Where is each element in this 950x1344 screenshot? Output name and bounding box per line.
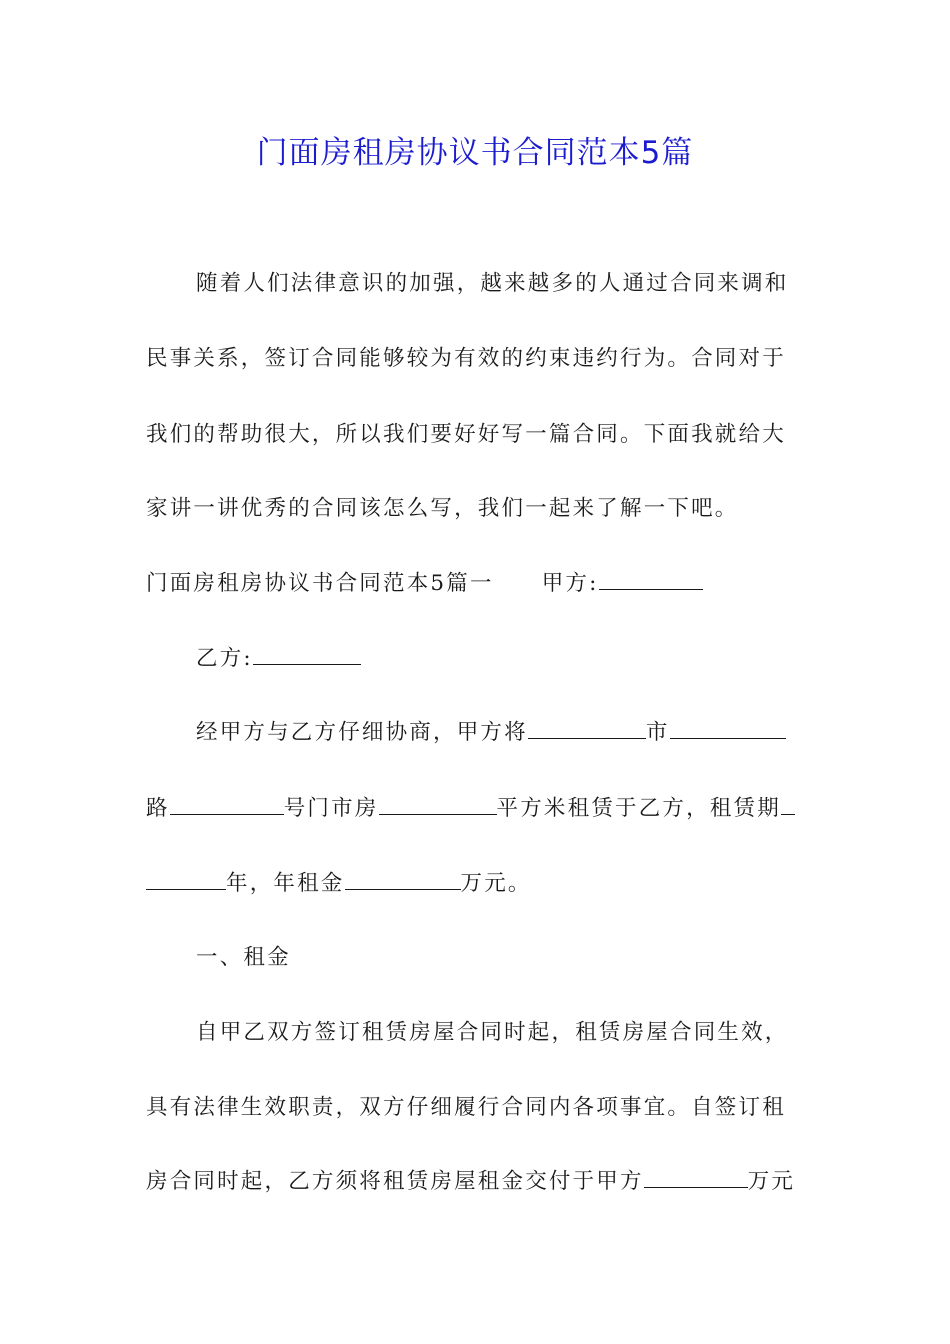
document-title: 门面房租房协议书合同范本5篇 (256, 135, 694, 171)
district-blank (670, 720, 786, 739)
clause-text: 市 (645, 720, 670, 745)
city-blank (528, 720, 646, 739)
term-blank-start (781, 796, 795, 815)
clause-text: 路 (146, 796, 170, 821)
party-a-label: 甲方: (541, 571, 599, 596)
intro-line-4: 家讲一讲优秀的合同该怎么写，我们一起来了解一下吧。 (146, 496, 739, 521)
rent-line-3 (146, 1167, 795, 1197)
rent-line-2: 具有法律生效职责，双方仔细履行合同内各项事宜。自签订租 (146, 1095, 786, 1120)
party-b-line (196, 644, 361, 674)
clause-text: 号门市房 (283, 796, 379, 821)
intro-line-1: 随着人们法律意识的加强，越来越多的人通过合同来调和 (196, 271, 789, 296)
rent-line-3-text: 房合同时起，乙方须将租赁房屋租金交付于甲方 (146, 1169, 644, 1194)
intro-line-3: 我们的帮助很大，所以我们要好好写一篇合同。下面我就给大 (146, 422, 786, 447)
clause-text: 经甲方与乙方仔细协商，甲方将 (196, 720, 528, 745)
rent-line-3-tail: 万元 (747, 1169, 796, 1194)
rent-heading: 一、租金 (196, 945, 291, 970)
road-blank (170, 796, 284, 815)
clause-line-3 (146, 869, 532, 899)
section-heading: 门面房租房协议书合同范本5篇一 (146, 571, 494, 596)
party-a-blank (599, 571, 703, 590)
term-blank-end (146, 871, 226, 890)
intro-line-2: 民事关系，签订合同能够较为有效的约束违约行为。合同对于 (146, 346, 786, 371)
clause-line-2 (146, 794, 795, 824)
party-b-blank (253, 646, 361, 665)
payment-blank (644, 1169, 748, 1188)
clause-text: 平方米租赁于乙方，租赁期 (496, 796, 781, 821)
rent-line-1: 自甲乙双方签订租赁房屋合同时起，租赁房屋合同生效， (196, 1020, 789, 1045)
clause-text: 年，年租金 (226, 871, 345, 896)
clause-text: 万元。 (460, 871, 532, 896)
party-b-label: 乙方: (196, 646, 253, 671)
section-heading-line (146, 569, 703, 599)
rent-amount-blank (345, 871, 461, 890)
clause-line-1 (196, 718, 786, 748)
area-blank (379, 796, 497, 815)
